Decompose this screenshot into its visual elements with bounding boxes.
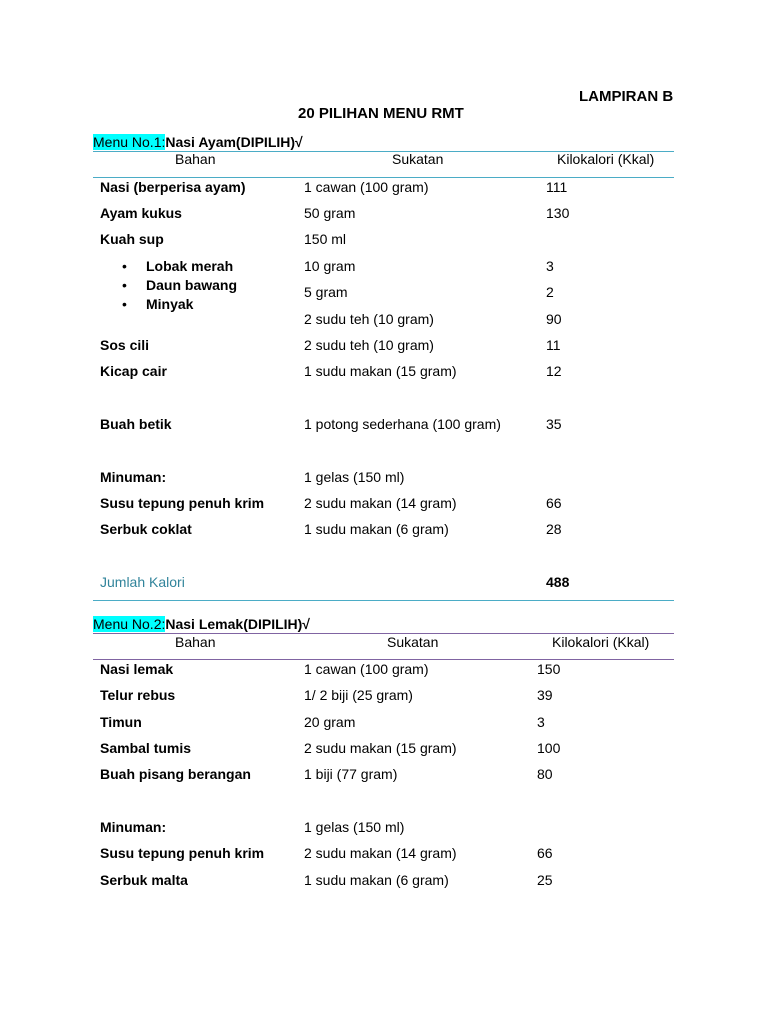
menu2-header-bahan: Bahan <box>175 634 216 650</box>
menu1-row-bahan: Lobak merah <box>146 258 234 274</box>
menu1-row-bahan: Ayam kukus <box>100 205 182 221</box>
menu1-row-sukatan: 10 gram <box>304 258 356 274</box>
menu2-row-sukatan: 20 gram <box>304 714 356 730</box>
menu1-row-sukatan: 2 sudu teh (10 gram) <box>304 337 434 353</box>
menu1-row-kkal: 90 <box>546 311 562 327</box>
menu2-row-sukatan: 2 sudu makan (15 gram) <box>304 740 457 756</box>
bullet-icon: • <box>122 296 127 312</box>
menu1-heading <box>93 134 303 150</box>
menu1-row-sukatan: 2 sudu makan (14 gram) <box>304 495 457 511</box>
menu2-row-kkal: 25 <box>537 872 553 888</box>
menu2-heading <box>93 616 310 632</box>
menu2-row-sukatan: 1 cawan (100 gram) <box>304 661 429 677</box>
menu1-bottom-rule <box>93 600 674 601</box>
menu2-row-bahan: Nasi lemak <box>100 661 174 677</box>
menu1-row-kkal: 28 <box>546 521 562 537</box>
menu2-row-sukatan: 1 sudu makan (6 gram) <box>304 872 449 888</box>
menu2-row-sukatan: 1 biji (77 gram) <box>304 766 398 782</box>
menu1-total-label: Jumlah Kalori <box>100 574 185 590</box>
menu2-row-bahan: Timun <box>100 714 142 730</box>
menu1-row-sukatan: 5 gram <box>304 284 348 300</box>
bullet-icon: • <box>122 258 127 274</box>
menu1-row-sukatan: 1 sudu makan (15 gram) <box>304 363 457 379</box>
menu2-row-kkal: 66 <box>537 845 553 861</box>
menu1-row-sukatan: 1 sudu makan (6 gram) <box>304 521 449 537</box>
menu1-row-bahan: Kicap cair <box>100 363 167 379</box>
menu2-header-bottom-rule <box>93 659 674 660</box>
menu1-row-bahan: Kuah sup <box>100 231 164 247</box>
appendix-label: LAMPIRAN B <box>579 88 674 105</box>
menu2-row-bahan: Sambal tumis <box>100 740 192 756</box>
bullet-icon: • <box>122 277 127 293</box>
menu2-row-bahan: Minuman: <box>100 819 167 835</box>
menu2-row-bahan: Serbuk malta <box>100 872 188 888</box>
menu1-row-sukatan: 2 sudu teh (10 gram) <box>304 311 434 327</box>
menu1-row-bahan: Minuman: <box>100 469 167 485</box>
menu1-row-bahan: Serbuk coklat <box>100 521 192 537</box>
menu1-row-bahan: Susu tepung penuh krim <box>100 495 265 511</box>
menu1-row-kkal: 3 <box>546 258 554 274</box>
menu1-row-sukatan: 1 cawan (100 gram) <box>304 179 429 195</box>
menu1-header-sukatan: Sukatan <box>392 151 444 167</box>
menu2-row-bahan: Telur rebus <box>100 687 176 703</box>
menu1-name: Nasi Ayam(DIPILIH)√ <box>165 134 303 150</box>
menu1-row-sukatan: 150 ml <box>304 231 347 247</box>
menu2-name: Nasi Lemak(DIPILIH)√ <box>165 616 310 632</box>
menu1-row-bahan: Minyak <box>146 296 194 312</box>
menu2-number: Menu No.2: <box>93 616 166 632</box>
menu1-header-bottom-rule <box>93 177 674 178</box>
menu1-row-kkal: 2 <box>546 284 554 300</box>
menu1-row-kkal: 66 <box>546 495 562 511</box>
menu2-row-sukatan: 2 sudu makan (14 gram) <box>304 845 457 861</box>
menu2-row-kkal: 100 <box>537 740 561 756</box>
menu1-row-kkal: 111 <box>546 179 568 195</box>
menu1-row-kkal: 130 <box>546 205 570 221</box>
menu1-row-kkal: 11 <box>546 337 561 353</box>
menu2-row-sukatan: 1 gelas (150 ml) <box>304 819 405 835</box>
menu2-row-sukatan: 1/ 2 biji (25 gram) <box>304 687 413 703</box>
menu1-row-bahan: Daun bawang <box>146 277 238 293</box>
menu2-row-kkal: 150 <box>537 661 561 677</box>
menu1-number: Menu No.1: <box>93 134 166 150</box>
menu1-row-kkal: 12 <box>546 363 562 379</box>
menu2-row-kkal: 3 <box>537 714 545 730</box>
menu1-row-bahan: Nasi (berperisa ayam) <box>100 179 246 195</box>
menu1-row-kkal: 35 <box>546 416 562 432</box>
menu1-row-sukatan: 50 gram <box>304 205 356 221</box>
menu1-total-value: 488 <box>546 574 570 590</box>
menu1-row-sukatan: 1 gelas (150 ml) <box>304 469 405 485</box>
menu2-header-kkal: Kilokalori (Kkal) <box>552 634 650 650</box>
menu2-row-bahan: Buah pisang berangan <box>100 766 251 782</box>
menu2-row-kkal: 39 <box>537 687 553 703</box>
menu1-row-bahan: Buah betik <box>100 416 172 432</box>
menu1-row-bahan: Sos cili <box>100 337 150 353</box>
menu2-header-sukatan: Sukatan <box>387 634 439 650</box>
menu1-header-bahan: Bahan <box>175 151 216 167</box>
menu1-header-kkal: Kilokalori (Kkal) <box>557 151 655 167</box>
menu2-row-bahan: Susu tepung penuh krim <box>100 845 265 861</box>
page-title: 20 PILIHAN MENU RMT <box>298 105 464 122</box>
menu2-row-kkal: 80 <box>537 766 553 782</box>
menu1-row-sukatan: 1 potong sederhana (100 gram) <box>304 416 501 432</box>
